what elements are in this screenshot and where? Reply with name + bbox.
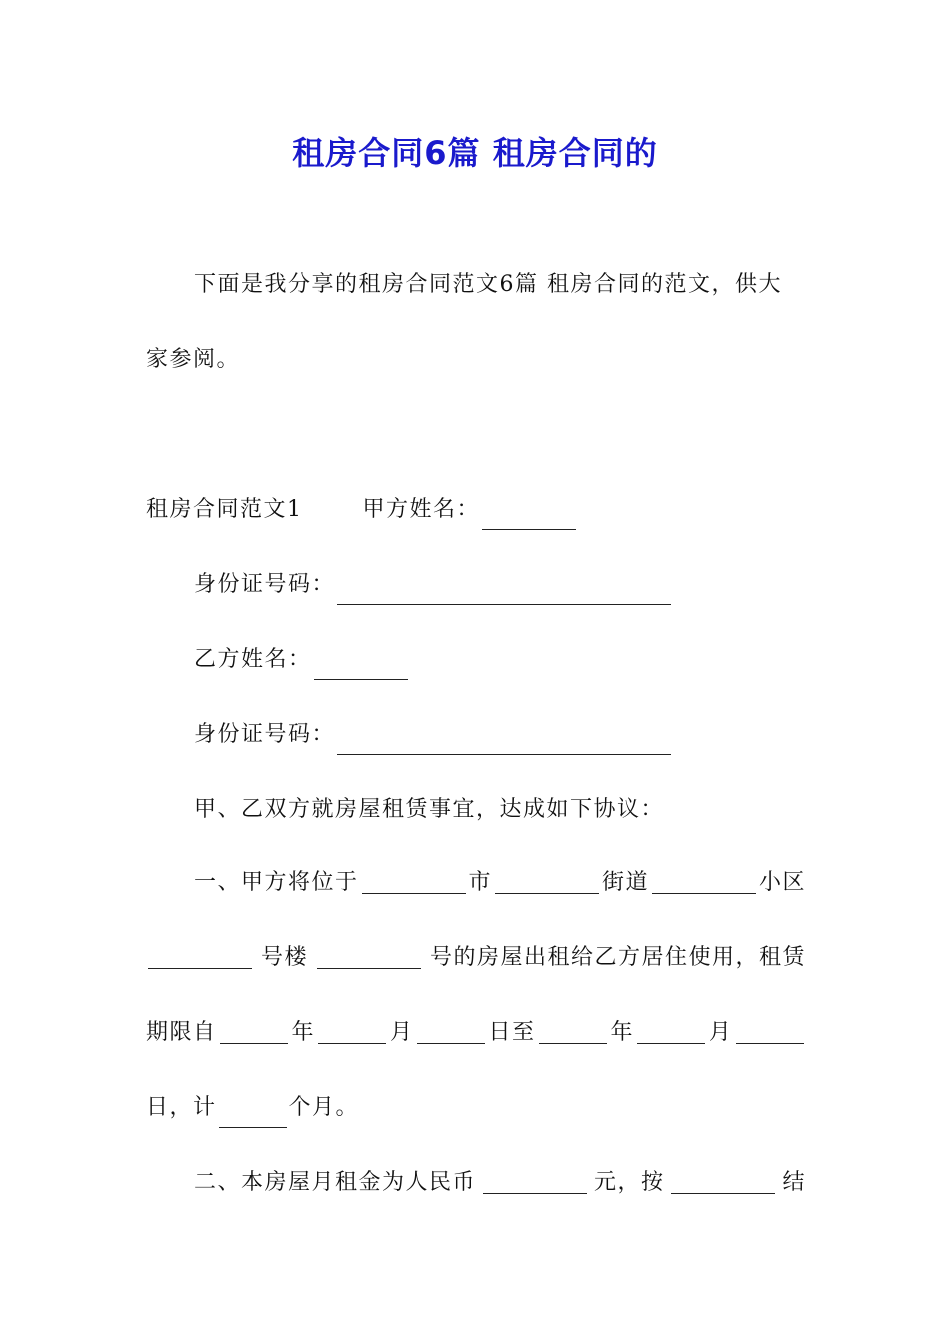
street-label: 街道 [601, 870, 649, 895]
community-blank [652, 863, 756, 894]
city-blank [362, 863, 466, 894]
agreement-intro: 甲、乙双方就房屋租赁事宜，达成如下协议： [194, 797, 665, 822]
day-to-label: 日至 [488, 1020, 536, 1045]
party-b-name-blank [314, 649, 408, 680]
month-count-blank [219, 1097, 287, 1128]
yuan-label: 元，按 [593, 1170, 665, 1195]
city-label: 市 [468, 870, 492, 895]
clause1-prefix: 一、甲方将位于 [194, 870, 359, 895]
unit-text: 号的房屋出租给乙方居住使用，租赁 [429, 945, 806, 970]
party-b-name-row [194, 640, 806, 680]
intro-line-1: 下面是我分享的租房合同范文6篇 租房合同的范文，供大 [194, 272, 782, 297]
start-month-label: 月 [389, 1020, 414, 1045]
party-a-id-blank [337, 574, 671, 605]
party-a-id-row [194, 565, 806, 605]
clause1-line-4 [146, 1088, 806, 1128]
start-day-blank [417, 1013, 485, 1044]
party-b-id-blank [337, 724, 671, 755]
party-a-name-label: 甲方姓名： [362, 497, 481, 522]
rent-amount-blank [483, 1163, 587, 1194]
clause1-line-2 [146, 938, 806, 978]
clause1-line-3 [146, 1013, 806, 1053]
party-a-name-blank [482, 499, 576, 530]
settle-label: 结 [782, 1170, 806, 1195]
period-start-label: 期限自 [146, 1020, 217, 1045]
party-b-name-label: 乙方姓名： [194, 647, 312, 672]
building-label: 号楼 [260, 945, 308, 970]
unit-blank [317, 938, 421, 969]
end-year-label: 年 [610, 1020, 634, 1045]
end-month-label: 月 [708, 1020, 733, 1045]
day-count-label: 日，计 [146, 1095, 217, 1120]
clause1-line-1 [194, 863, 806, 903]
start-year-label: 年 [291, 1020, 315, 1045]
end-year-blank [539, 1013, 607, 1044]
contract-heading-row [146, 490, 806, 530]
clause2-prefix: 二、本房屋月租金为人民币 [194, 1170, 477, 1195]
party-a-id-label: 身份证号码： [194, 572, 336, 597]
street-blank [495, 863, 599, 894]
clause2-line-1 [194, 1163, 806, 1203]
document-title: 租房合同6篇 租房合同的 [292, 134, 658, 172]
payment-period-blank [671, 1163, 775, 1194]
community-label: 小区 [758, 870, 806, 895]
contract-heading: 租房合同范文1 [146, 497, 303, 522]
building-blank [148, 938, 252, 969]
months-total-label: 个月。 [288, 1095, 360, 1120]
end-day-blank [736, 1013, 804, 1044]
end-month-blank [637, 1013, 705, 1044]
start-year-blank [220, 1013, 288, 1044]
party-b-id-label: 身份证号码： [194, 722, 336, 747]
intro-line-2: 家参阅。 [146, 347, 241, 372]
party-b-id-row [194, 715, 806, 755]
start-month-blank [318, 1013, 386, 1044]
